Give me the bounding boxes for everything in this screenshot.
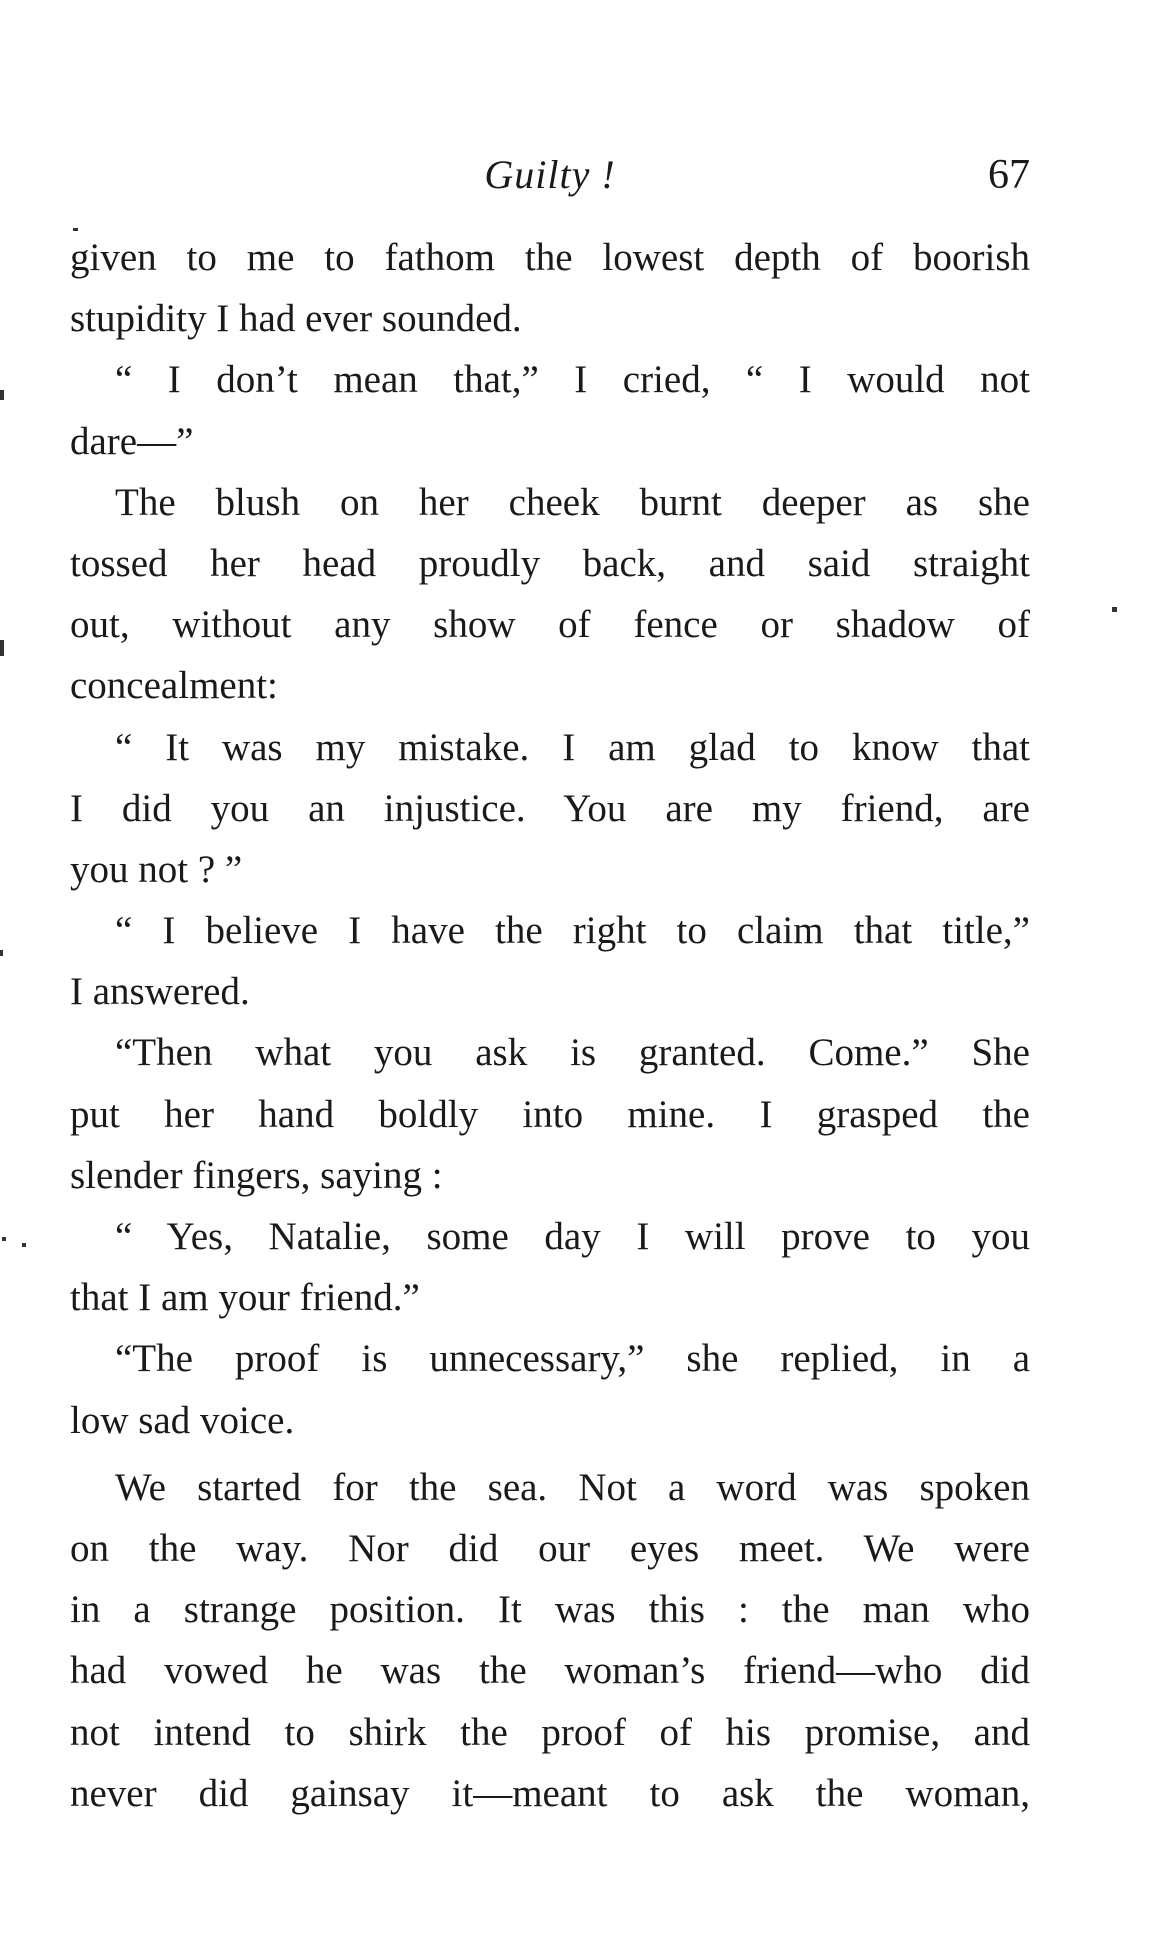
text-line: out, without any show of fence or shadow of — [70, 603, 1030, 647]
margin-speck — [1112, 607, 1117, 612]
text-line: you not ? ” — [70, 847, 243, 891]
text-line: The blush on her cheek burnt deeper as she — [115, 480, 1030, 524]
text-line: slender fingers, saying : — [70, 1153, 443, 1197]
text-line: “Then what you ask is granted. Come.” She — [115, 1031, 1030, 1075]
text-line: I answered. — [70, 970, 250, 1014]
text-line: had vowed he was the woman’s friend—who did — [70, 1649, 1030, 1693]
page-number: 67 — [988, 152, 1030, 198]
text-line: “The proof is unnecessary,” she replied, in a — [115, 1337, 1030, 1381]
margin-speck — [0, 390, 4, 400]
running-title: Guilty ! — [484, 152, 616, 197]
text-line: not intend to shirk the proof of his promise, and — [70, 1710, 1030, 1754]
text-line: in a strange position. It was this : the man who — [70, 1588, 1030, 1632]
text-line: We started for the sea. Not a word was spoken — [115, 1465, 1030, 1509]
text-line: dare—” — [70, 419, 194, 463]
text-line: “ I don’t mean that,” I cried, “ I would not — [115, 358, 1030, 402]
text-line: given to me to fathom the lowest depth of boorish — [70, 236, 1030, 279]
text-line: on the way. Nor did our eyes meet. We were — [70, 1526, 1030, 1570]
text-line: concealment: — [70, 664, 278, 708]
body-text — [70, 227, 1030, 1824]
text-line: never did gainsay it—meant to ask the woman, — [70, 1771, 1030, 1815]
margin-speck — [0, 950, 3, 956]
text-line: put her hand boldly into mine. I grasped the — [70, 1092, 1030, 1136]
margin-speck — [0, 640, 4, 656]
running-head — [70, 145, 1030, 205]
text-line: “ Yes, Natalie, some day I will prove to you — [115, 1215, 1030, 1258]
text-line: low sad voice. — [70, 1398, 295, 1442]
text-line: stupidity I had ever sounded. — [70, 297, 522, 341]
text-line: that I am your friend.” — [70, 1276, 420, 1320]
text-line: tossed her head proudly back, and said straight — [70, 541, 1030, 585]
text-line: “ I believe I have the right to claim that title,” — [115, 909, 1030, 953]
margin-speck — [22, 1243, 26, 1247]
text-line: “ It was my mistake. I am glad to know that — [115, 725, 1030, 769]
margin-speck — [2, 1237, 6, 1241]
text-line: I did you an injustice. You are my friend, are — [70, 786, 1030, 830]
